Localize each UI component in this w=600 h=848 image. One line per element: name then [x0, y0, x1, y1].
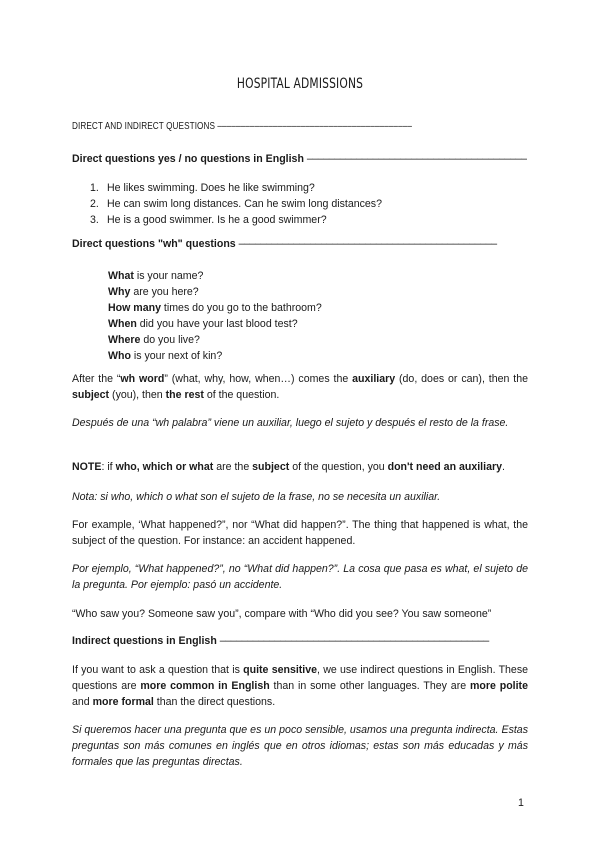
example-paragraph: For example, ‘What happened?”, nor “What did happen?”. The thing that happened is what, the subject of the question. For instance: an accident happened.: [72, 519, 528, 547]
page-title: HOSPITAL ADMISSIONS: [236, 76, 364, 92]
wh-rest: are you here?: [130, 286, 199, 298]
despues-paragraph: Después de una “wh palabra” viene un auxiliar, luego el sujeto y después el resto de la frase.: [72, 417, 509, 429]
page-number: 1: [518, 797, 524, 809]
yesno-heading: [72, 153, 527, 165]
section-heading: DIRECT AND INDIRECT QUESTIONS ––––––––––––––––––––––––––––––––––––––––––: [72, 120, 412, 132]
wh-line: [108, 284, 322, 300]
text-run: , we use indirect questions in English. These questions are: [72, 664, 529, 692]
bold-run: who, which or what: [115, 461, 214, 473]
bold-run: more polite: [469, 680, 528, 692]
list-number: 3.: [90, 214, 99, 226]
wh-rest: times do you go to the bathroom?: [160, 302, 322, 314]
list-text: He likes swimming. Does he like swimming?: [107, 182, 315, 194]
text-run: are the: [213, 461, 253, 473]
text-run: (do, does or can), then the: [395, 373, 529, 385]
text-run: (you), then: [109, 389, 166, 401]
text-run: After the “: [72, 373, 121, 385]
text-run: and: [72, 696, 93, 708]
ifyou-paragraph: [72, 662, 528, 710]
note-paragraph: [72, 459, 505, 475]
list-text: He is a good swimmer. Is he a good swimmer?: [107, 214, 327, 226]
wh-heading-text: Direct questions "wh" questions: [72, 238, 236, 250]
list-number: 2.: [90, 198, 99, 210]
bold-run: quite sensitive: [243, 664, 318, 676]
text-run: .: [501, 461, 505, 473]
indirect-heading-dashes: –––––––––––––––––––––––––––––––––––––––––––––––––: [219, 635, 489, 647]
list-item: [90, 212, 382, 228]
bold-run: subject: [252, 461, 290, 473]
wh-heading: [72, 238, 497, 250]
indirect-heading-text: Indirect questions in English: [72, 635, 217, 647]
wh-line: [108, 332, 322, 348]
ejemplo-paragraph: Por ejemplo, “What happened?”, no “What did happen?”. La cosa que pasa es what, el sujeto de la pregunta. Por ejemplo: pasó un accidente.: [72, 563, 528, 591]
wh-word: Why: [108, 286, 131, 298]
wh-line: [108, 316, 322, 332]
wh-rest: is your name?: [133, 270, 204, 282]
wh-heading-dashes: –––––––––––––––––––––––––––––––––––––––––––––––: [238, 238, 497, 250]
list-item: [90, 196, 382, 212]
after-paragraph: [72, 371, 528, 403]
wh-line: [108, 348, 322, 364]
wh-word: Where: [108, 334, 141, 346]
bold-run: don't need an auxiliary: [387, 461, 502, 473]
text-run: than the direct questions.: [153, 696, 276, 708]
text-run: of the question.: [203, 389, 280, 401]
text-run: : if: [101, 461, 116, 473]
list-item: [90, 180, 382, 196]
list-text: He can swim long distances. Can he swim long distances?: [107, 198, 382, 210]
bold-run: more common in English: [140, 680, 270, 692]
wh-word: When: [108, 318, 137, 330]
yesno-heading-dashes: ––––––––––––––––––––––––––––––––––––––––: [306, 153, 527, 165]
wh-line: [108, 300, 322, 316]
wh-rest: is your next of kin?: [130, 350, 223, 362]
text-run: If you want to ask a question that is: [72, 664, 244, 676]
whosaw-paragraph: “Who saw you? Someone saw you”, compare with “Who did you see? You saw someone”: [72, 608, 492, 620]
list-number: 1.: [90, 182, 99, 194]
bold-run: the rest: [165, 389, 204, 401]
wh-examples: [108, 268, 322, 364]
siqueremos-paragraph: Si queremos hacer una pregunta que es un poco sensible, usamos una pregunta indirecta. Estas preguntas son más comunes en inglés que en otros idiomas; estas son más educadas y más formales que las preguntas directas.: [72, 724, 528, 768]
bold-run: auxiliary: [352, 373, 396, 385]
wh-rest: did you have your last blood test?: [136, 318, 298, 330]
bold-run: NOTE: [72, 461, 102, 473]
wh-word: What: [108, 270, 134, 282]
wh-word: How many: [108, 302, 161, 314]
wh-line: [108, 268, 322, 284]
wh-rest: do you live?: [140, 334, 200, 346]
text-run: ” (what, why, how, when…) comes the: [164, 373, 353, 385]
wh-word: Who: [108, 350, 131, 362]
yesno-list: [90, 180, 382, 228]
bold-run: more formal: [92, 696, 154, 708]
indirect-heading: [72, 635, 489, 647]
text-run: than in some other languages. They are: [269, 680, 470, 692]
yesno-heading-text: Direct questions yes / no questions in English: [72, 153, 304, 165]
bold-run: subject: [72, 389, 110, 401]
bold-run: wh word: [120, 373, 165, 385]
text-run: of the question, you: [289, 461, 388, 473]
nota-paragraph: Nota: si who, which o what son el sujeto de la frase, no se necesita un auxiliar.: [72, 491, 441, 503]
